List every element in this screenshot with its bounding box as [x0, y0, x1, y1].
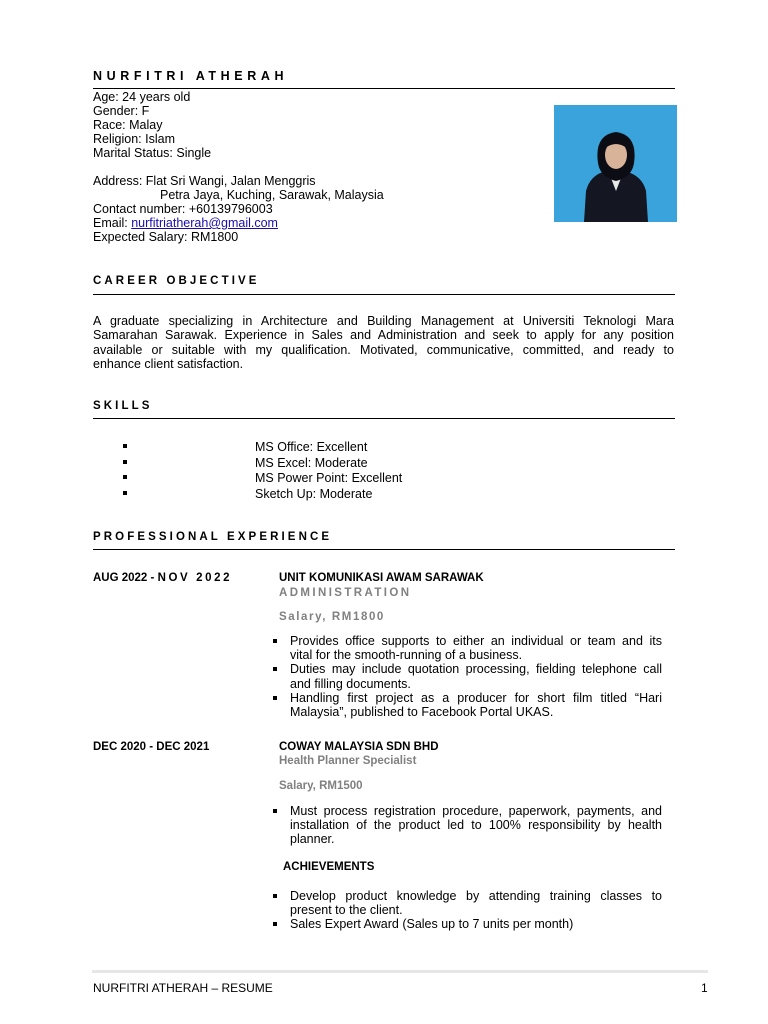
objective-line: enhance client satisfaction.	[93, 357, 244, 372]
job-company: UNIT KOMUNIKASI AWAM SARAWAK	[279, 572, 484, 584]
job-salary: Salary, RM1500	[279, 780, 363, 792]
job-company: COWAY MALAYSIA SDN BHD	[279, 741, 439, 753]
list-item: Handling first project as a producer for short film titled “Hari Malaysia”, published to Facebook Portal UKAS.	[272, 691, 662, 719]
achievements-list	[272, 889, 662, 932]
address-line-2: Petra Jaya, Kuching, Sarawak, Malaysia	[160, 188, 384, 202]
bullet-icon	[273, 894, 277, 898]
experience-heading: PROFESSIONAL EXPERIENCE	[93, 531, 333, 543]
header-divider	[93, 88, 675, 89]
marital-status-line: Marital Status: Single	[93, 146, 212, 160]
achievements-heading: ACHIEVEMENTS	[283, 861, 375, 873]
list-item: Sales Expert Award (Sales up to 7 units per month)	[272, 917, 662, 931]
email-label: Email:	[93, 216, 132, 230]
age-line: Age: 24 years old	[93, 90, 191, 104]
skill-item: MS Power Point: Excellent	[93, 471, 673, 487]
address-line-1: Address: Flat Sri Wangi, Jalan Menggris	[93, 174, 316, 188]
career-objective-text	[93, 314, 674, 372]
email-link[interactable]: nurfitriatherah@gmail.com	[131, 216, 278, 230]
job-duties-list	[272, 804, 662, 847]
gender-line: Gender: F	[93, 104, 150, 118]
bullet-icon	[123, 444, 127, 448]
job-date-start: AUG 2022 -	[93, 572, 158, 584]
bullet-icon	[273, 809, 277, 813]
person-silhouette-icon	[554, 105, 677, 222]
objective-line: available or suitable with my qualification. Motivated, communicative, committed, and ready to	[93, 342, 674, 357]
skill-item: MS Office: Excellent	[93, 440, 673, 456]
experience-divider	[93, 549, 675, 550]
objective-line: A graduate specializing in Architecture and Building Management at Universiti Teknologi Mara	[93, 314, 674, 328]
job-date-range	[93, 571, 232, 585]
skills-divider	[93, 418, 675, 419]
skills-heading: SKILLS	[93, 400, 153, 412]
skills-list	[93, 440, 673, 502]
personal-info	[93, 90, 533, 244]
list-item: Provides office supports to either an individual or team and its vital for the smooth-running of a business.	[272, 634, 662, 662]
bullet-icon	[123, 491, 127, 495]
job-salary: Salary, RM1800	[279, 611, 385, 623]
list-item: Duties may include quotation processing, fielding telephone call and filling documents.	[272, 662, 662, 690]
bullet-icon	[273, 922, 277, 926]
contact-line: Contact number: +60139796003	[93, 202, 273, 216]
job-role: ADMINISTRATION	[279, 587, 412, 599]
list-item: Develop product knowledge by attending training classes to present to the client.	[272, 889, 662, 917]
bullet-icon	[123, 460, 127, 464]
footer-title: NURFITRI ATHERAH – RESUME	[93, 981, 273, 995]
religion-line: Religion: Islam	[93, 132, 175, 146]
skill-item: Sketch Up: Moderate	[93, 487, 673, 503]
job-role: Health Planner Specialist	[279, 755, 417, 767]
bullet-icon	[273, 696, 277, 700]
bullet-icon	[123, 475, 127, 479]
email-line	[93, 216, 533, 230]
expected-salary-line: Expected Salary: RM1800	[93, 230, 239, 244]
job-date-end: NOV 2022	[157, 572, 233, 584]
skill-item: MS Excel: Moderate	[93, 456, 673, 472]
footer-divider	[92, 970, 708, 973]
bullet-icon	[273, 667, 277, 671]
race-line: Race: Malay	[93, 118, 163, 132]
bullet-icon	[273, 639, 277, 643]
profile-photo	[554, 105, 677, 222]
career-objective-heading: CAREER OBJECTIVE	[93, 275, 260, 287]
objective-line: Samarahan Sarawak. Experience in Sales and Administration and seek to apply for any position	[93, 328, 674, 343]
career-objective-divider	[93, 294, 675, 295]
resume-name: NURFITRI ATHERAH	[93, 69, 289, 83]
page-number: 1	[701, 981, 708, 995]
job-date-range: DEC 2020 - DEC 2021	[93, 741, 210, 753]
list-item: Must process registration procedure, paperwork, payments, and installation of the product led to 100% responsibility by health planner.	[272, 804, 662, 847]
job-duties-list	[272, 634, 662, 719]
